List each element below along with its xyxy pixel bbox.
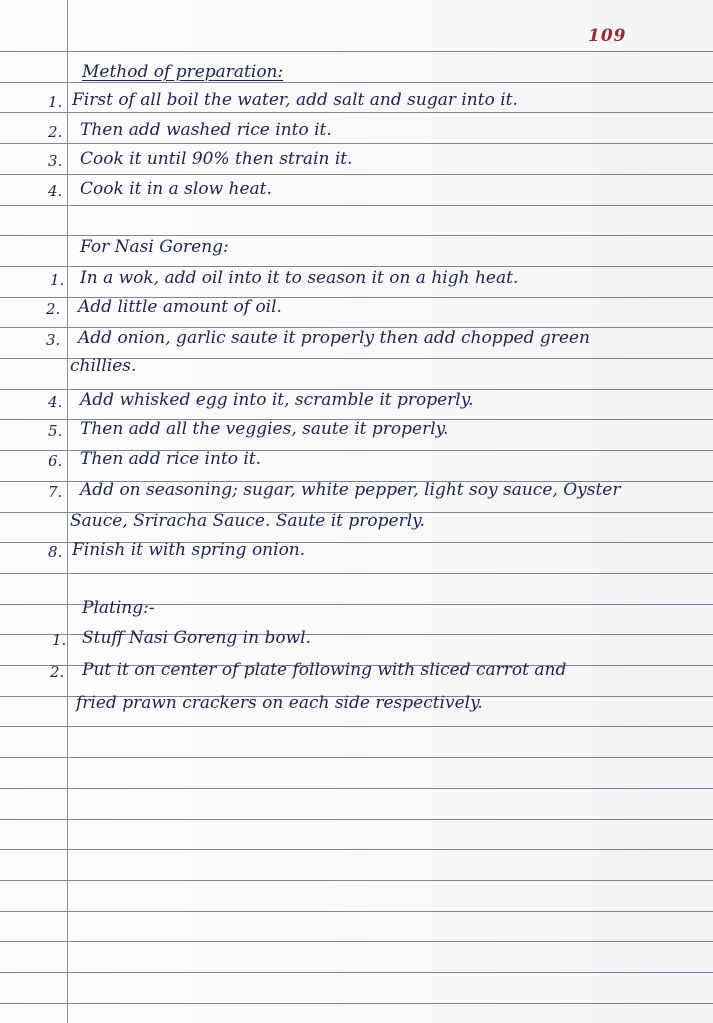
nasi-step-7: Add on seasoning; sugar, white pepper, light soy sauce, Oyster <box>80 480 621 500</box>
nasi-step-4: Add whisked egg into it, scramble it properly. <box>80 390 474 410</box>
nasi-step-5-number: 5. <box>48 422 63 440</box>
method-step-2-number: 2. <box>48 123 63 141</box>
nasi-step-2-number: 2. <box>46 300 61 318</box>
method-step-1: First of all boil the water, add salt and sugar into it. <box>72 90 518 110</box>
ruled-line <box>0 174 713 175</box>
nasi-step-3: Add onion, garlic saute it properly then add chopped green <box>78 328 590 348</box>
ruled-line <box>0 849 713 850</box>
method-step-3-number: 3. <box>48 152 63 170</box>
nasi-step-7-number: 7. <box>48 483 63 501</box>
ruled-line <box>0 51 713 52</box>
method-step-4: Cook it in a slow heat. <box>80 179 272 199</box>
ruled-line <box>0 788 713 789</box>
ruled-line <box>0 757 713 758</box>
ruled-line <box>0 941 713 942</box>
plating-step-1-number: 1. <box>52 631 67 649</box>
nasi-step-8: Finish it with spring onion. <box>72 540 306 560</box>
nasi-goreng-heading: For Nasi Goreng: <box>80 237 229 257</box>
method-step-2: Then add washed rice into it. <box>80 120 332 140</box>
nasi-step-7-continued: Sauce, Sriracha Sauce. Saute it properly. <box>70 511 425 531</box>
nasi-step-2: Add little amount of oil. <box>78 297 282 317</box>
nasi-step-1-number: 1. <box>50 271 65 289</box>
page-number: 109 <box>588 26 627 46</box>
method-step-1-number: 1. <box>48 93 63 111</box>
ruled-line <box>0 819 713 820</box>
plating-step-2-continued: fried prawn crackers on each side respectively. <box>76 693 483 713</box>
method-heading: Method of preparation: <box>82 62 284 82</box>
nasi-step-6-number: 6. <box>48 452 63 470</box>
ruled-line <box>0 911 713 912</box>
plating-step-1: Stuff Nasi Goreng in bowl. <box>82 628 311 648</box>
nasi-step-6: Then add rice into it. <box>80 449 262 469</box>
plating-step-2-number: 2. <box>50 663 65 681</box>
plating-heading: Plating:- <box>82 598 155 618</box>
nasi-step-5: Then add all the veggies, saute it properly. <box>80 419 449 439</box>
nasi-step-8-number: 8. <box>48 543 63 561</box>
nasi-step-4-number: 4. <box>48 393 63 411</box>
ruled-line <box>0 573 713 574</box>
method-step-3: Cook it until 90% then strain it. <box>80 149 353 169</box>
ruled-line <box>0 266 713 267</box>
ruled-line <box>0 143 713 144</box>
ruled-line <box>0 972 713 973</box>
ruled-line <box>0 726 713 727</box>
ruled-line <box>0 205 713 206</box>
plating-step-2: Put it on center of plate following with sliced carrot and <box>82 660 567 680</box>
ruled-line <box>0 1003 713 1004</box>
ruled-line <box>0 880 713 881</box>
margin-line <box>67 0 68 1023</box>
ruled-line <box>0 112 713 113</box>
nasi-step-1: In a wok, add oil into it to season it on a high heat. <box>80 268 519 288</box>
nasi-step-3-continued: chillies. <box>70 356 137 376</box>
method-step-4-number: 4. <box>48 182 63 200</box>
nasi-step-3-number: 3. <box>46 331 61 349</box>
